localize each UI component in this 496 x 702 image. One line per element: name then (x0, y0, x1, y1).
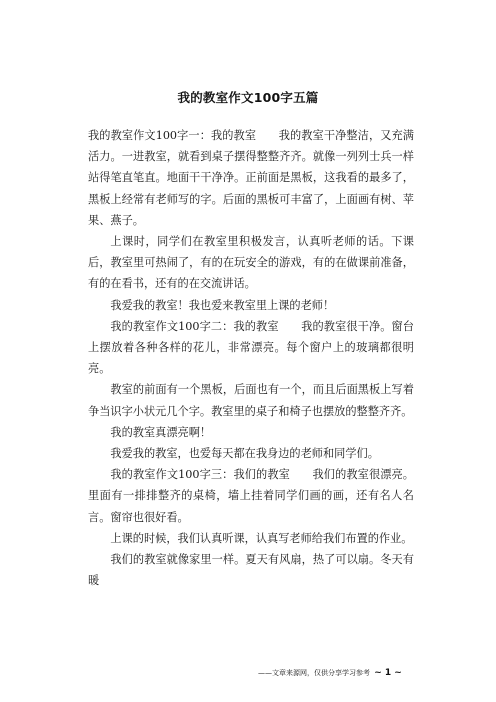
paragraph: 我的教室作文100字二：我的教室 我的教室很干净。窗台上摆放着各种各样的花儿，非常漂亮。每个窗户上的玻璃都很明亮。 (88, 319, 414, 376)
page-number: ~ 1 ~ (374, 668, 402, 678)
paragraph: 上课时，同学们在教室里积极发言，认真听老师的话。下课后，教室里可热闹了，有的在玩安全的游戏，有的在做课前准备，有的在看书，还有的在交流讲话。 (88, 235, 414, 291)
paragraph: 我的教室作文100字一：我的教室 我的教室干净整洁，又充满活力。一进教室，就看到桌子摆得整整齐齐。就像一列列士兵一样站得笔直笔直。地面干干净净。正前面是黑板，这我看的最多了，黑板上经常有老师写的字。后面的黑板可丰富了，上面画有树、苹果、燕子。 (88, 129, 414, 227)
paragraph: 教室的前面有一个黑板，后面也有一个，而且后面黑板上写着争当识字小状元几个字。教室里的桌子和椅子也摆放的整整齐齐。 (88, 383, 414, 418)
paragraph: 我爱我的教室，也爱每天都在我身边的老师和同学们。 (110, 447, 379, 461)
paragraph: 我们的教室就像家里一样。夏天有风扇，热了可以扇。冬天有暖 (88, 553, 414, 588)
paragraph: 我的教室作文100字三：我们的教室 我们的教室很漂亮。里面有一排排整齐的桌椅，墙上挂着同学们画的画，还有名人名言。窗帘也很好看。 (88, 468, 414, 524)
document-body (88, 125, 414, 591)
paragraph: 我的教室真漂亮啊！ (110, 425, 212, 439)
paragraph: 我爱我的教室！我也爱来教室里上课的老师！ (110, 298, 335, 312)
page-title: 我的教室作文100字五篇 (177, 90, 319, 105)
paragraph: 上课的时候，我们认真听课，认真写老师给我们布置的作业。 (110, 531, 413, 545)
source-note: ——文章来源网，仅供分享学习参考 (258, 669, 370, 677)
page-footer (258, 668, 402, 678)
